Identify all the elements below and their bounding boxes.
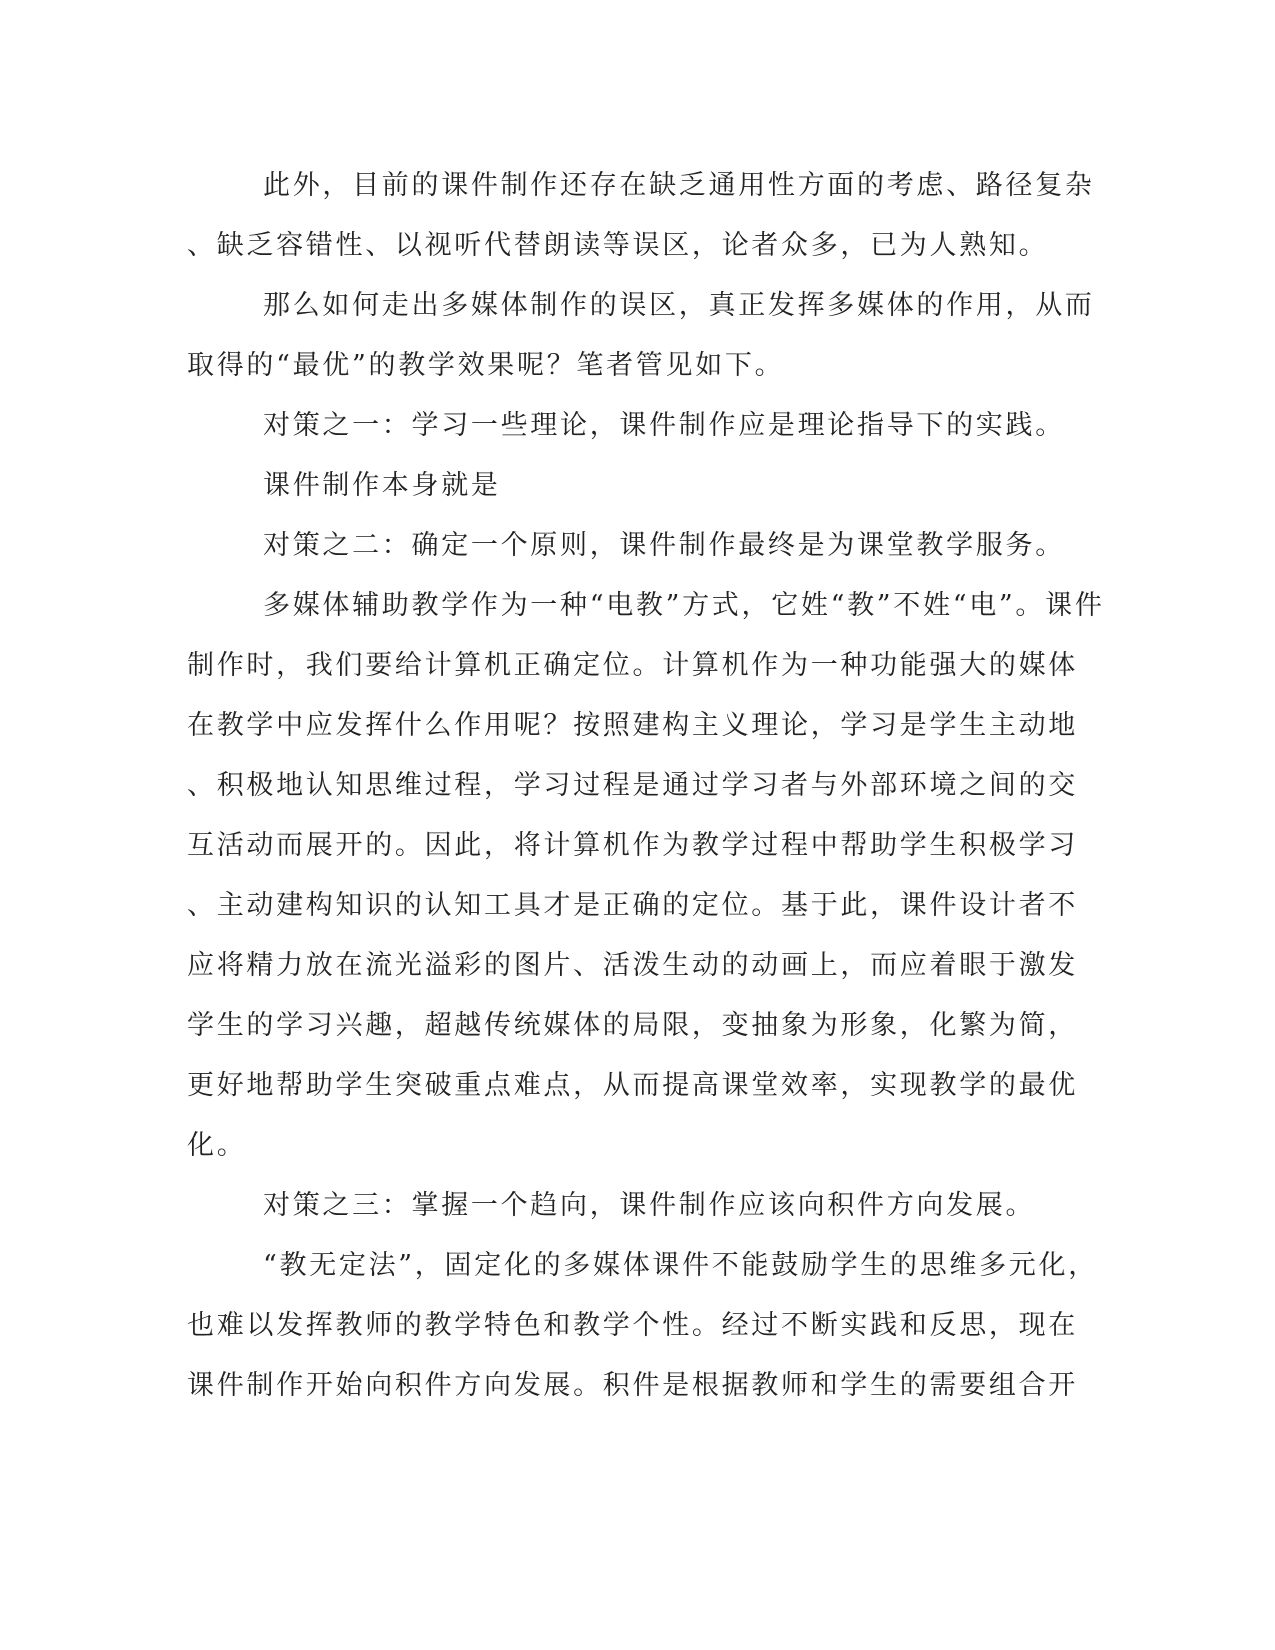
text-line: 课件制作本身就是 (263, 470, 501, 501)
text-line: “教无定法”，固定化的多媒体课件不能鼓励学生的思维多元化， (263, 1250, 1098, 1281)
text-line: 对策之二：确定一个原则，课件制作最终是为课堂教学服务。 (263, 530, 1065, 561)
text-line: 在教学中应发挥什么作用呢？按照建构主义理论，学习是学生主动地 (187, 710, 1078, 741)
text-line: 、主动建构知识的认知工具才是正确的定位。基于此，课件设计者不 (187, 890, 1078, 921)
text-line: 互活动而展开的。因此，将计算机作为教学过程中帮助学生积极学习 (187, 830, 1078, 861)
text-line: 那么如何走出多媒体制作的误区，真正发挥多媒体的作用，从而 (263, 290, 1095, 321)
text-line: 课件制作开始向积件方向发展。积件是根据教师和学生的需要组合开 (187, 1370, 1078, 1401)
document-page (187, 156, 1105, 1416)
text-line: 对策之三：掌握一个趋向，课件制作应该向积件方向发展。 (263, 1190, 1036, 1221)
text-line: 、缺乏容错性、以视听代替朗读等误区，论者众多，已为人熟知。 (187, 230, 1049, 261)
text-line: 多媒体辅助教学作为一种“电教”方式，它姓“教”不姓“电”。课件 (263, 590, 1105, 621)
text-line: 化。 (187, 1130, 247, 1161)
text-line: 取得的“最优”的教学效果呢？笔者管见如下。 (187, 350, 785, 381)
text-line: 制作时，我们要给计算机正确定位。计算机作为一种功能强大的媒体 (187, 650, 1078, 681)
text-line: 、积极地认知思维过程，学习过程是通过学习者与外部环境之间的交 (187, 770, 1078, 801)
text-line: 此外，目前的课件制作还存在缺乏通用性方面的考虑、路径复杂 (263, 170, 1095, 201)
text-line: 更好地帮助学生突破重点难点，从而提高课堂效率，实现教学的最优 (187, 1070, 1078, 1101)
text-line: 应将精力放在流光溢彩的图片、活泼生动的动画上，而应着眼于激发 (187, 950, 1078, 981)
text-line: 也难以发挥教师的教学特色和教学个性。经过不断实践和反思，现在 (187, 1310, 1078, 1341)
text-line: 学生的学习兴趣，超越传统媒体的局限，变抽象为形象，化繁为简， (187, 1010, 1078, 1041)
text-line: 对策之一：学习一些理论，课件制作应是理论指导下的实践。 (263, 410, 1065, 441)
